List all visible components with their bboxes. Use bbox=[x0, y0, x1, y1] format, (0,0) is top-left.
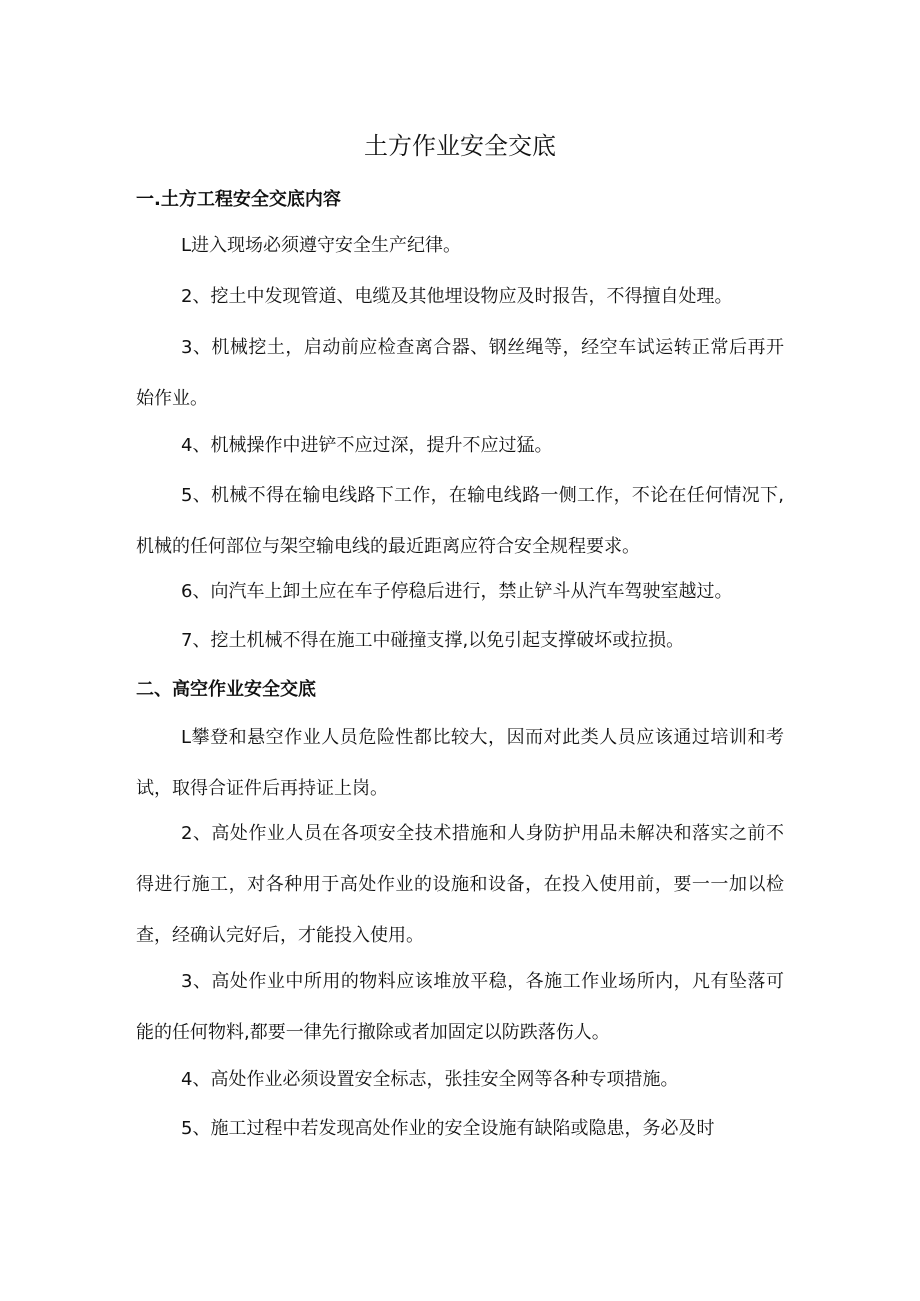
earthwork-item-1: L进入现场必须遵守安全生产纪律。 bbox=[181, 235, 462, 256]
earthwork-item-5: 5、机械不得在输电线路下工作，在输电线路一侧工作，不论在任何情况下,机械的任何部位与架空输电线的最近距离应符合安全规程要求。 bbox=[136, 485, 784, 557]
high-altitude-item-2: 2、高处作业人员在各项安全技术措施和人身防护用品未解决和落实之前不得进行施工，对各种用于高处作业的设施和设备，在投入使用前，要一一加以检查，经确认完好后，才能投入使用。 bbox=[136, 823, 784, 946]
high-altitude-item-3: 3、高处作业中所用的物料应该堆放平稳，各施工作业场所内，凡有坠落可能的任何物料,都要一律先行撤除或者加固定以防跌落伤人。 bbox=[136, 971, 784, 1043]
section-heading-high-altitude: 二、高空作业安全交底 bbox=[136, 679, 316, 700]
earthwork-item-3: 3、机械挖土，启动前应检查离合器、钢丝绳等，经空车试运转正常后再开始作业。 bbox=[136, 337, 784, 409]
earthwork-item-7: 7、挖土机械不得在施工中碰撞支撑,以免引起支撑破坏或拉损。 bbox=[181, 630, 685, 651]
high-altitude-item-4: 4、高处作业必须设置安全标志，张挂安全网等各种专项措施。 bbox=[181, 1069, 679, 1090]
earthwork-item-4: 4、机械操作中进铲不应过深，提升不应过猛。 bbox=[181, 435, 553, 456]
earthwork-item-2: 2、挖土中发现管道、电缆及其他埋设物应及时报告，不得擅自处理。 bbox=[181, 286, 733, 307]
high-altitude-item-5: 5、施工过程中若发现高处作业的安全设施有缺陷或隐患，务必及时 bbox=[181, 1118, 715, 1139]
section-heading-earthwork: 一.土方工程安全交底内容 bbox=[136, 189, 341, 210]
earthwork-item-6: 6、向汽车上卸土应在车子停稳后进行，禁止铲斗从汽车驾驶室越过。 bbox=[181, 581, 733, 602]
high-altitude-item-1: L攀登和悬空作业人员危险性都比较大，因而对此类人员应该通过培训和考试，取得合证件后再持证上岗。 bbox=[136, 727, 784, 799]
document-title: 土方作业安全交底 bbox=[364, 132, 556, 160]
